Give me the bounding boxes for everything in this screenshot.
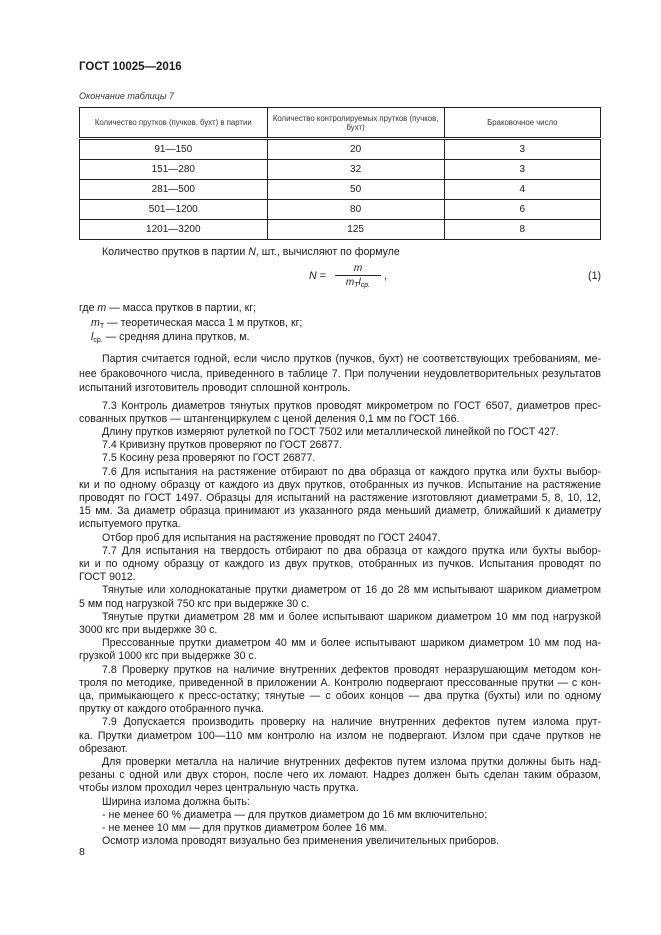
legend-text: — средняя длина прутков, м. (102, 331, 250, 344)
paragraph-line: ГОСТ 9012. (79, 571, 136, 584)
paragraph-line: Отбор проб для испытания на растяжение проводят по ГОСТ 24047. (102, 531, 441, 544)
table-cell: 32 (267, 160, 444, 180)
formula-lhs: N = (309, 270, 326, 283)
paragraph (79, 466, 601, 532)
formula-comma: , (384, 270, 387, 283)
paragraph (79, 352, 601, 396)
table-row (80, 139, 601, 160)
formula-fraction (335, 262, 381, 290)
denominator-m: m (345, 277, 355, 289)
paragraph-line: - не менее 10 мм — для прутков диаметром более 16 мм. (102, 822, 388, 834)
column-header-rejection-number: Браковочное число (444, 108, 600, 139)
legend-text: — теоретическая масса 1 м прутков, кг; (104, 316, 303, 329)
denominator-l: l (358, 277, 361, 289)
paragraph-line: грузкой 1000 кгс при выдержке 30 с. (79, 650, 257, 663)
table-cell: 20 (267, 139, 444, 160)
paragraph-line: 7.9 Допускается производить проверку на наличие внутренних дефектов путем излома прут- (102, 716, 601, 729)
paragraph-line: 7.4 Кривизну прутков проверяют по ГОСТ 26877. (102, 439, 343, 452)
formula-legend-item (79, 330, 601, 345)
paragraph-line: - не менее 60 % диаметра — для прутков диаметром до 16 мм включительно; (102, 808, 488, 821)
table-cell: 80 (267, 200, 444, 220)
paragraph-line: троля по методике, приведенной в приложении А. Контролю подвергают прессованные прутки — с кон- (79, 676, 601, 689)
paragraph-line: 3000 кгс при выдержке 30 с. (79, 623, 218, 636)
paragraph-line: Осмотр излома проводят визуально без применения увеличительных приборов. (102, 835, 500, 848)
table-row (80, 220, 601, 240)
legend-sub: ср. (93, 337, 103, 345)
formula-numerator: m (335, 262, 381, 276)
document-title: ГОСТ 10025—2016 (79, 61, 182, 73)
paragraph (79, 756, 601, 796)
paragraph-line: 5 мм под нагрузкой 750 кгс при выдержке 30 с. (79, 597, 310, 610)
paragraph-line: чтобы излом проходил через центральную часть прутка. (79, 782, 359, 795)
paragraph-line: Тянутые прутки диаметром 28 мм и более испытывают шариком диаметром 10 мм под нагрузкой (102, 610, 601, 623)
rejection-table (79, 107, 601, 240)
legend-var: l (91, 331, 94, 344)
body-text (79, 352, 601, 848)
column-header-controlled-count: Количество контролируемых прутков (пучков, бухт) (267, 108, 444, 139)
paragraph-line: нее браковочного числа, приведенного в таблице 7. При получении неудовлетворительных результатов (79, 367, 601, 380)
table-cell: 3 (444, 139, 600, 160)
table-cell: 4 (444, 180, 600, 200)
paragraph-line: Тянутые или холоднокатаные прутки диаметром от 16 до 28 мм испытывают шариком диаметром (102, 584, 601, 597)
paragraph (79, 835, 601, 848)
table-cell: 151—280 (80, 160, 268, 180)
paragraph-line: ка. Прутки диаметром 100—110 мм контролю на излом не подвергают. Излом при сдаче прутков не (79, 729, 601, 742)
paragraph-line: ки и по одному образцу от каждого из двух прутков, отобранных из пучков. Испытания проводят по (79, 557, 601, 570)
paragraph-line: проводят по ГОСТ 1497. Образцы для испытаний на растяжение изготовляют диаметрами 5, 8, 10, 12, (79, 491, 601, 504)
paragraph-line: Партия считается годной, если число прутков (пучков, бухт) не соответствующих требованиям, ме- (102, 353, 601, 365)
formula-intro-text-end: , шт., вычисляют по формуле (255, 246, 400, 258)
table-cell: 1201—3200 (80, 220, 268, 240)
paragraph-line: испытуемого прутка. (79, 518, 181, 531)
denominator-l-sub: ср. (360, 282, 371, 290)
paragraph-line: 7.5 Косину реза проверяют по ГОСТ 26877. (102, 452, 316, 465)
legend-sub: Т (99, 322, 105, 330)
column-header-batch-size: Количество прутков (пучков, бухт) в партии (80, 108, 268, 139)
table-cell: 6 (444, 200, 600, 220)
formula-legend-item (79, 301, 601, 316)
paragraph (79, 611, 601, 637)
formula-number: (1) (588, 270, 601, 283)
paragraph-line: Длину прутков измеряют рулеткой по ГОСТ 7502 или металлической линейкой по ГОСТ 427. (102, 425, 559, 438)
paragraph-line: ки и по одному образцу от каждого из двух прутков, отобранных из пучков. Испытание на растяжение (79, 478, 601, 491)
paragraph-line: резаны с одной или двух сторон, после чего их ломают. Надрез должен быть сделан таким образом, (79, 769, 601, 782)
table-cell: 50 (267, 180, 444, 200)
paragraph (79, 452, 601, 465)
paragraph-line: 7.7 Для испытания на твердость отбирают по два образца от каждого прутка или бухты выбор- (102, 544, 601, 557)
paragraph-line: обрезают. (79, 742, 128, 755)
paragraph-line: 7.8 Проверку прутков на наличие внутренних дефектов проводят неразрушающим методом кон- (102, 663, 601, 676)
paragraph (79, 637, 601, 663)
denominator-m-sub: Т (354, 282, 359, 290)
formula-block (79, 246, 601, 345)
table-cell: 8 (444, 220, 600, 240)
formula-legend (79, 301, 601, 345)
paragraph (79, 664, 601, 717)
paragraph (79, 822, 601, 835)
paragraph-line: Ширина излома должна быть: (102, 795, 250, 808)
paragraph (79, 400, 601, 426)
formula-legend-item (79, 316, 601, 331)
table-cell: 91—150 (80, 139, 268, 160)
paragraph-line: ца, примыкающего к пресс-остатку; тянутые — с обоих концов — два прутка (бухты) или по одному (79, 689, 601, 702)
table-caption: Окончание таблицы 7 (79, 91, 174, 101)
paragraph (79, 584, 601, 610)
table-cell: 3 (444, 160, 600, 180)
paragraph (79, 809, 601, 822)
paragraph-line: 7.3 Контроль диаметров тянутых прутков проводят микрометром по ГОСТ 6507, диаметров прес- (102, 399, 601, 412)
paragraph (79, 796, 601, 809)
legend-var: m (91, 316, 100, 329)
table-cell: 281—500 (80, 180, 268, 200)
formula-intro-var: N (248, 246, 256, 258)
paragraph (79, 532, 601, 545)
page-number: 8 (79, 846, 85, 858)
paragraph (79, 439, 601, 452)
paragraph-line: Для проверки металла на наличие внутренних дефектов путем излома прутки должны быть над- (102, 755, 601, 768)
table-row (80, 180, 601, 200)
formula-intro-text: Количество прутков в партии (102, 246, 249, 258)
legend-text: — масса прутков в партии, кг; (106, 302, 257, 315)
paragraph (79, 545, 601, 585)
table-cell: 125 (267, 220, 444, 240)
formula-intro (79, 246, 601, 259)
table-cell: 501—1200 (80, 200, 268, 220)
table-row (80, 200, 601, 220)
paragraph-line: Прессованные прутки диаметром 40 мм и более испытывают шариком диаметром 10 мм под на- (102, 637, 601, 650)
paragraph-line: 7.6 Для испытания на растяжение отбирают по два образца от каждого прутка или бухты выбор- (102, 465, 601, 478)
paragraph (79, 426, 601, 439)
table-header-row (80, 108, 601, 139)
formula (79, 259, 601, 297)
legend-var: m (97, 302, 107, 315)
legend-prefix: где (79, 302, 98, 315)
paragraph-line: испытаний изготовитель проводит сплошной контроль. (79, 382, 351, 394)
table-row (80, 160, 601, 180)
paragraph-line: прутку от каждого отобранного пучка. (79, 703, 264, 716)
formula-denominator (335, 276, 381, 290)
paragraph (79, 716, 601, 756)
paragraph-line: сованных прутков — штангенциркулем с ценой деления 0,1 мм по ГОСТ 166. (79, 412, 460, 425)
paragraph-line: 15 мм. За диаметр образца принимают из указанного ряда меньший диаметр, ближайший к диаметру (79, 505, 601, 518)
